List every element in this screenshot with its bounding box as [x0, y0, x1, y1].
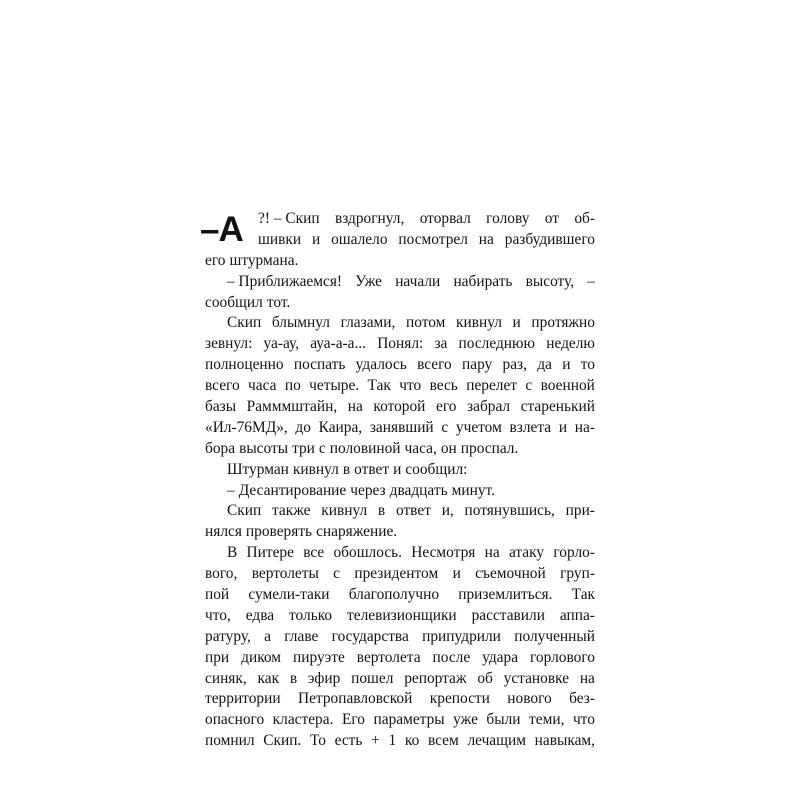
word: штурмана. — [229, 251, 299, 269]
word: без- — [569, 690, 595, 708]
word: его — [436, 398, 457, 416]
word: полученный — [514, 627, 595, 645]
word: пируэте — [292, 648, 345, 666]
word: вого, — [205, 565, 238, 583]
text-line — [205, 272, 595, 293]
word: с — [525, 377, 533, 395]
word: потом — [405, 314, 446, 332]
word: последнюю — [458, 335, 536, 353]
word: параметры — [373, 711, 445, 729]
word: Каира, — [318, 418, 363, 436]
word: что — [572, 711, 595, 729]
word: и — [562, 356, 571, 374]
word: Несмотря — [411, 544, 476, 562]
drop-cap: –А — [200, 210, 243, 249]
word: ?! – Скип — [258, 210, 320, 227]
word: лечащим — [467, 732, 526, 750]
word: то — [580, 356, 595, 374]
word: в — [289, 669, 298, 687]
word: взлета — [509, 418, 552, 436]
word: Скип — [227, 502, 262, 520]
text-line — [205, 669, 595, 690]
word: припудрили — [422, 627, 501, 645]
word: кивнул — [321, 502, 368, 520]
word: ауа-а-а... — [310, 335, 367, 353]
word: установке — [503, 669, 570, 687]
word: об — [477, 669, 493, 687]
word: высоту, — [525, 272, 575, 290]
word: Десантирование — [238, 481, 347, 499]
word: набирать — [453, 272, 513, 290]
word: по — [284, 377, 301, 395]
word: на — [579, 669, 595, 687]
text-line — [205, 397, 595, 418]
word: приземлиться. — [458, 586, 553, 604]
word: неделю — [546, 335, 595, 353]
word: пару — [462, 356, 493, 374]
word: Скип. — [263, 732, 302, 750]
word: уже — [453, 711, 478, 729]
word: что — [399, 377, 422, 395]
word: ратуру, — [205, 627, 251, 645]
word: Уже — [355, 272, 383, 290]
word: вертолеты — [251, 565, 319, 583]
text-line — [205, 209, 595, 230]
text-line — [205, 731, 595, 752]
word: посмотрел — [398, 230, 468, 248]
word: шивки — [258, 230, 302, 248]
word: вертолета — [356, 648, 421, 666]
word: четыре. — [309, 377, 360, 395]
word: при- — [565, 502, 595, 520]
word: расставили — [471, 606, 545, 624]
word: территории — [205, 690, 281, 708]
word: половиной — [329, 439, 401, 457]
text-line — [205, 585, 595, 606]
word: То — [309, 732, 326, 750]
word: полноценно — [205, 356, 284, 374]
word: едва — [245, 606, 275, 624]
word: сообщил: — [405, 460, 468, 478]
text-line — [205, 355, 595, 376]
word: сумели-таки — [248, 586, 330, 604]
word: высоты — [239, 439, 289, 457]
word: горло- — [553, 544, 595, 562]
word: на- — [574, 418, 595, 436]
word: забрал — [467, 398, 511, 416]
text-line — [205, 334, 595, 355]
word: и, — [441, 502, 454, 520]
text-line — [205, 501, 595, 522]
word: проверять — [245, 523, 313, 541]
word: нялся — [205, 523, 242, 541]
word: главе — [284, 627, 319, 645]
word: да — [537, 356, 552, 374]
word: ошалело — [331, 230, 388, 248]
word: Его — [341, 711, 365, 729]
text-line — [205, 543, 595, 564]
text-line — [205, 710, 595, 731]
word: военной — [540, 377, 595, 395]
word: удалось — [355, 356, 407, 374]
text-block — [200, 209, 595, 752]
word: как — [257, 669, 280, 687]
word: – Приближаемся! — [227, 272, 343, 290]
text-line — [205, 376, 595, 397]
word: Понял: — [377, 335, 424, 353]
word: Так — [367, 377, 391, 395]
text-line — [205, 439, 595, 460]
word: двадцать — [389, 481, 448, 499]
word: Штурман — [227, 460, 289, 478]
word: он — [440, 439, 457, 457]
word: потянувшись, — [464, 502, 555, 520]
word: и — [512, 314, 521, 332]
word: ко — [404, 732, 420, 750]
word: репортаж — [404, 669, 467, 687]
text-line — [205, 251, 595, 272]
word: весь — [429, 377, 458, 395]
word: а — [264, 627, 271, 645]
word: и — [393, 460, 402, 478]
word: были — [486, 711, 521, 729]
text-line — [205, 460, 595, 481]
word: ответ — [395, 502, 431, 520]
word: глазами, — [340, 314, 396, 332]
word: разбудившего — [504, 230, 595, 248]
first-paragraph — [200, 209, 595, 251]
word: кивнул — [456, 314, 502, 332]
word: благополучно — [348, 586, 440, 604]
text-line — [205, 418, 595, 439]
text-line — [205, 606, 595, 627]
word: снаряжение. — [316, 523, 398, 541]
word: блымнул — [271, 314, 330, 332]
word: с — [318, 439, 326, 457]
word: и — [452, 565, 461, 583]
word: атаку — [508, 544, 545, 562]
word: часа — [248, 377, 277, 395]
word: до — [295, 418, 311, 436]
word: Так — [571, 586, 595, 604]
word: что, — [205, 606, 231, 624]
word: с — [441, 418, 449, 436]
word: Питере — [246, 544, 294, 562]
word: нового — [507, 690, 552, 708]
word: и — [311, 230, 321, 248]
word: на — [347, 398, 363, 416]
word: 1 — [388, 732, 397, 750]
word: уа-ау, — [263, 335, 300, 353]
word: об- — [574, 210, 595, 227]
word: эфир — [307, 669, 341, 687]
word: начали — [395, 272, 441, 290]
word: три — [292, 439, 315, 457]
word: все — [303, 544, 325, 562]
text-line — [205, 522, 595, 543]
word: на — [478, 230, 494, 248]
word: помнил — [205, 732, 255, 750]
word: пошел — [351, 669, 394, 687]
word: пой — [205, 586, 230, 604]
text-line — [205, 293, 595, 314]
word: занявший — [369, 418, 434, 436]
word: ответ — [354, 460, 390, 478]
word: минут. — [451, 481, 495, 499]
word: поспать — [293, 356, 346, 374]
word: тот. — [266, 293, 291, 311]
word: аппа- — [559, 606, 595, 624]
word: В — [227, 544, 238, 562]
word: его — [205, 251, 226, 269]
word: с — [333, 565, 340, 583]
text-line — [205, 648, 595, 669]
word: при — [205, 648, 230, 666]
word: протяжно — [531, 314, 595, 332]
word: – — [227, 481, 235, 499]
word: кластера. — [272, 711, 334, 729]
text-line — [205, 481, 595, 502]
text-line — [205, 564, 595, 585]
word: удара — [482, 648, 519, 666]
word: горлового — [530, 648, 595, 666]
word: раз, — [502, 356, 527, 374]
word: сообщил — [205, 293, 263, 311]
word: перелет — [466, 377, 518, 395]
word: через — [350, 481, 386, 499]
word: навыкам, — [534, 732, 595, 750]
word: за — [434, 335, 448, 353]
word: в — [342, 460, 351, 478]
text-line — [205, 627, 595, 648]
word: есть — [334, 732, 363, 750]
word: президентом — [354, 565, 439, 583]
word: только — [289, 606, 333, 624]
word: крепости — [429, 690, 490, 708]
word: проспал. — [460, 439, 519, 457]
word: и — [558, 418, 568, 436]
word: бора — [205, 439, 236, 457]
word: – — [587, 272, 595, 290]
word: «Ил-76МД», — [205, 418, 288, 436]
word: Петропавловской — [297, 690, 413, 708]
word: оторвал — [419, 210, 471, 227]
word: + — [371, 732, 380, 750]
word: зевнул: — [205, 335, 253, 353]
text-line — [205, 689, 595, 710]
word: после — [432, 648, 471, 666]
word: диком — [241, 648, 282, 666]
word: также — [271, 502, 311, 520]
text-line — [205, 230, 595, 251]
word: всего — [205, 377, 240, 395]
word: учетом — [455, 418, 502, 436]
word: часа, — [404, 439, 437, 457]
word: от — [544, 210, 559, 227]
word: съемочной — [475, 565, 546, 583]
word: в — [377, 502, 386, 520]
text-line — [205, 313, 595, 334]
word: на — [484, 544, 500, 562]
word: всего — [417, 356, 452, 374]
word: теми, — [529, 711, 565, 729]
word: Скип — [227, 314, 262, 332]
word: Рамммштайн, — [246, 398, 338, 416]
word: вздрогнул, — [334, 210, 405, 227]
word: обошлось. — [333, 544, 403, 562]
word: всем — [427, 732, 459, 750]
word: государства — [331, 627, 409, 645]
word: груп- — [560, 565, 595, 583]
word: старенький — [520, 398, 595, 416]
word: голову — [486, 210, 530, 227]
word: телевизионщики — [347, 606, 457, 624]
word: синяк, — [205, 669, 247, 687]
word: базы — [205, 398, 237, 416]
word: опасного — [205, 711, 265, 729]
word: кивнул — [292, 460, 339, 478]
word: которой — [373, 398, 426, 416]
